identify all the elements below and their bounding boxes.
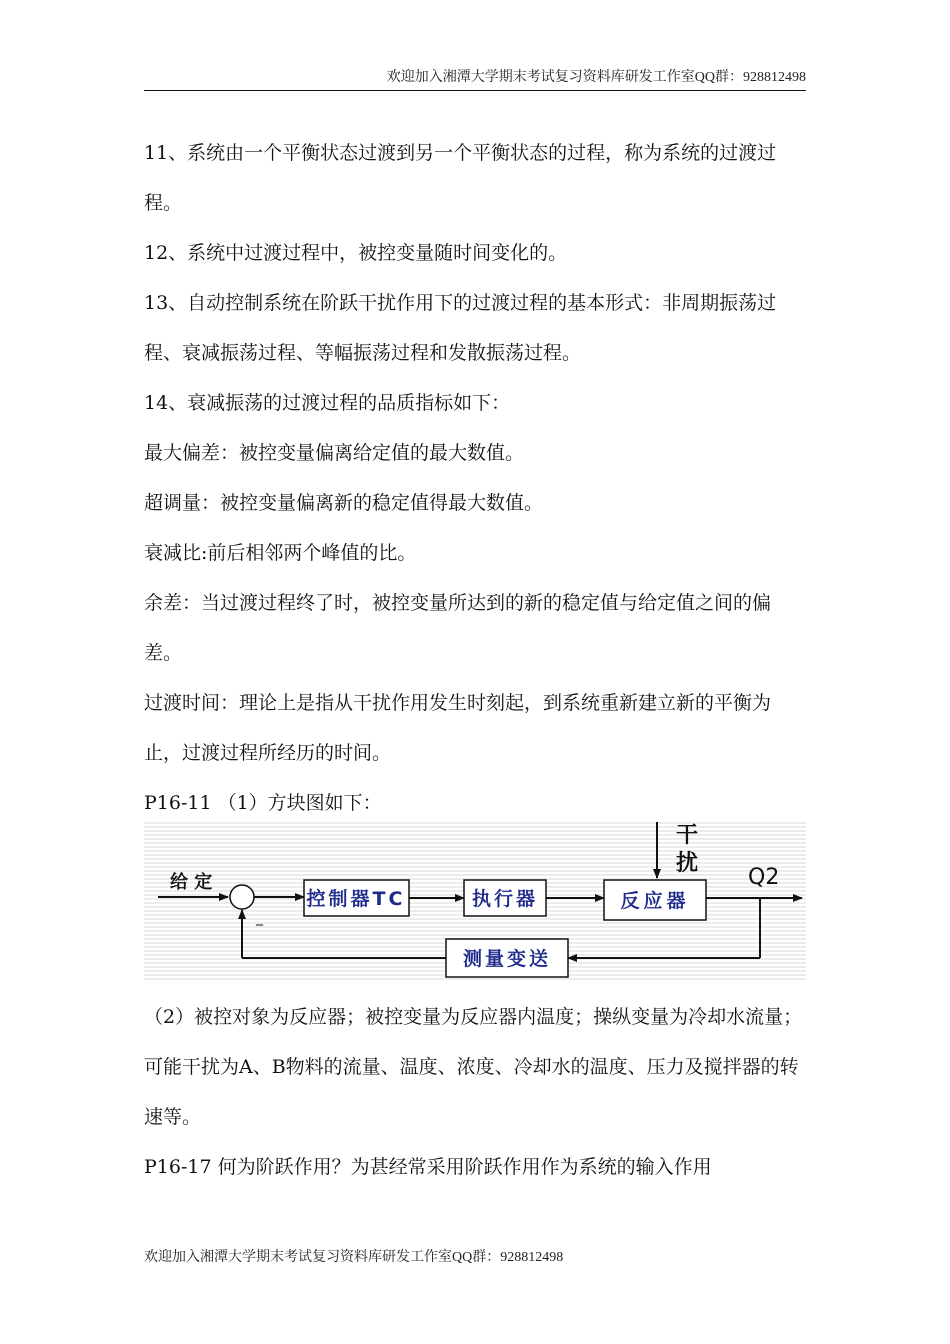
output-label: Q2 [748, 865, 780, 890]
overshoot: 超调量：被控变量偏离新的稳定值得最大数值。 [144, 492, 544, 514]
paragraph-11: 11、系统由一个平衡状态过渡到另一个平衡状态的过程，称为系统的过渡过程。 [144, 142, 777, 214]
p16-11-heading: P16-11 （1）方块图如下： [144, 792, 382, 814]
controller-label: 控制器TC [306, 888, 406, 910]
decay-ratio: 衰减比:前后相邻两个峰值的比。 [144, 542, 417, 564]
body-text-bottom [144, 992, 808, 1192]
disturbance-label-1: 干 [676, 823, 699, 848]
max-deviation: 最大偏差：被控变量偏离给定值的最大数值。 [144, 442, 525, 464]
measurement-label: 测量变送 [462, 948, 552, 970]
page-header: 欢迎加入湘潭大学期末考试复习资料库研发工作室QQ群：928812498 [144, 66, 806, 91]
answer-2: （2）被控对象为反应器；被控变量为反应器内温度；操纵变量为冷却水流量；可能干扰为A、B物料的流量、温度、浓度、冷却水的温度、压力及搅拌器的转速等。 [144, 1006, 803, 1128]
page-footer: 欢迎加入湘潭大学期末考试复习资料库研发工作室QQ群：928812498 [144, 1250, 564, 1265]
paragraph-14: 14、衰减振荡的过渡过程的品质指标如下： [144, 392, 511, 414]
block-diagram [144, 822, 806, 982]
paragraph-13: 13、自动控制系统在阶跃干扰作用下的过渡过程的基本形式：非周期振荡过程、衰减振荡过程、等幅振荡过程和发散振荡过程。 [144, 292, 777, 364]
minus-sign: _ [256, 910, 263, 926]
actuator-label: 执行器 [471, 888, 539, 910]
summing-junction [230, 885, 254, 909]
residual-error: 余差：当过渡过程终了时，被控变量所达到的新的稳定值与给定值之间的偏差。 [144, 592, 772, 664]
transition-time: 过渡时间：理论上是指从干扰作用发生时刻起，到系统重新建立新的平衡为止，过渡过程所经历的时间。 [144, 692, 772, 764]
setpoint-label: 给 定 [170, 872, 213, 893]
disturbance-label-2: 扰 [676, 851, 699, 876]
body-text-top [144, 128, 808, 828]
paragraph-12: 12、系统中过渡过程中，被控变量随时间变化的。 [144, 242, 568, 264]
p16-17-question: P16-17 何为阶跃作用？为甚经常采用阶跃作用作为系统的输入作用 [144, 1156, 712, 1178]
reactor-label: 反应器 [620, 890, 690, 912]
block-diagram-svg [144, 822, 806, 982]
